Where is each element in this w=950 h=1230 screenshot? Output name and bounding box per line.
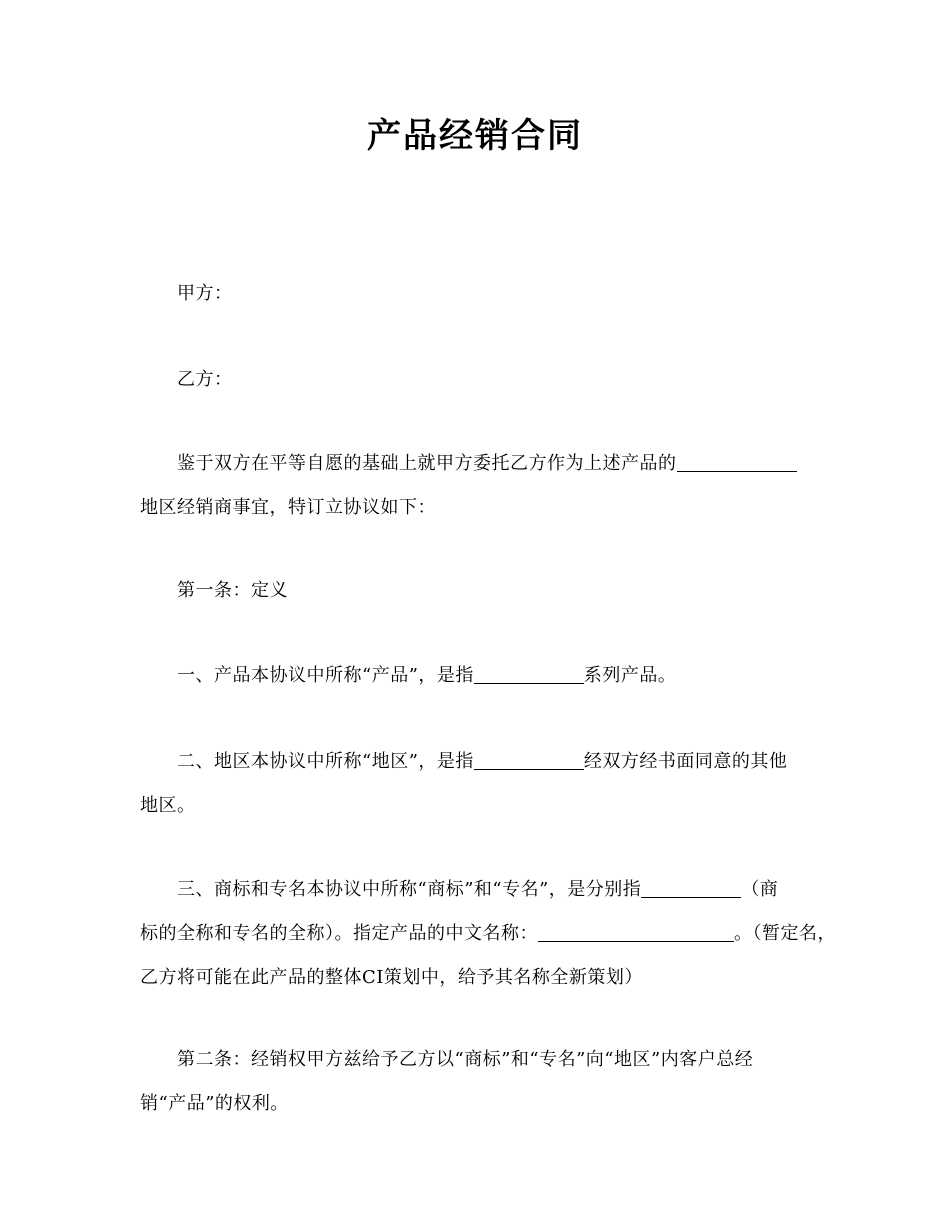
document-title: 产品经销合同 — [367, 116, 583, 156]
product-series-blank — [474, 663, 584, 684]
region-blank — [677, 451, 797, 472]
clause-2-text-after: 经双方经书面同意的其他 — [583, 751, 788, 772]
clause-2-paragraph — [140, 740, 812, 828]
party-a-label: 甲方： — [177, 283, 233, 304]
region-definition-blank — [474, 749, 584, 770]
intro-paragraph — [140, 442, 812, 530]
clause-1-text-before: 一、产品本协议中所称“产品”，是指 — [177, 665, 474, 686]
clause-1-text-after: 系列产品。 — [583, 665, 677, 686]
clause-3-text-2: （商 — [741, 879, 779, 900]
article-1-heading-text: 第一条：定义 — [177, 580, 288, 601]
clause-2-line-1 — [140, 740, 812, 784]
clause-3-text-4: 。（暂定名， — [734, 923, 836, 944]
clause-3-text-3: 标的全称和专名的全称）。指定产品的中文名称： — [140, 923, 538, 944]
clause-3-text-1: 三、商标和专名本协议中所称“商标”和“专名”，是分别指 — [177, 879, 642, 900]
party-a-field — [140, 272, 812, 316]
intro-text-1: 鉴于双方在平等自愿的基础上就甲方委托乙方作为上述产品的 — [177, 453, 677, 474]
trademark-blank — [641, 877, 741, 898]
party-b-field — [140, 358, 812, 402]
clause-2-text-before: 二、地区本协议中所称“地区”，是指 — [177, 751, 474, 772]
chinese-name-blank — [538, 921, 734, 942]
party-b-label: 乙方： — [177, 369, 233, 390]
clause-3-line-1 — [140, 868, 812, 912]
article-2-line-2: 销“产品”的权利。 — [140, 1093, 289, 1114]
intro-line-2: 地区经销商事宜，特订立协议如下： — [140, 497, 436, 518]
clause-3-paragraph — [140, 868, 836, 1000]
clause-3-line-3: 乙方将可能在此产品的整体CI策划中，给予其名称全新策划） — [140, 967, 643, 988]
clause-2-line-2: 地区。 — [140, 795, 196, 816]
article-2-line-1: 第二条：经销权甲方兹给予乙方以“商标”和“专名”向“地区”内客户总经 — [177, 1049, 754, 1070]
clause-1-paragraph — [140, 654, 812, 698]
article-2-paragraph — [140, 1038, 812, 1126]
clause-1-line — [140, 654, 812, 698]
article-1-heading — [140, 569, 812, 613]
clause-3-line-2 — [140, 912, 836, 956]
intro-line-1 — [140, 442, 812, 486]
